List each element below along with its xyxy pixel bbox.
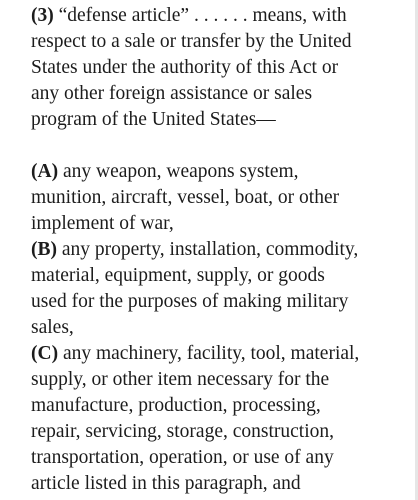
clause-c-first-line <box>31 341 415 367</box>
definition-text-line: any other foreign assistance or sales <box>31 83 313 104</box>
document-body <box>31 3 415 497</box>
definition-term: “defense article” . . . . . . means, with <box>58 5 347 26</box>
definition-text-line: States under the authority of this Act or <box>31 57 339 78</box>
clause-a-line: munition, aircraft, vessel, boat, or other <box>31 187 340 208</box>
clause-a-line: implement of war, <box>31 213 174 234</box>
clause-b-line: sales, <box>31 317 74 338</box>
clause-b-line: material, equipment, supply, or goods <box>31 265 325 286</box>
definition-text-line: program of the United States— <box>31 109 276 130</box>
clause-a-first-line <box>31 159 415 185</box>
clause-c-line: manufacture, production, processing, <box>31 395 321 416</box>
clause-c-line: supply, or other item necessary for the <box>31 369 330 390</box>
clause-c-line: article listed in this paragraph, and <box>31 473 301 494</box>
clause-c-text: any machinery, facility, tool, material, <box>58 343 360 364</box>
paragraph-spacer <box>31 133 415 159</box>
clause-c-marker: (C) <box>31 343 59 364</box>
clause-c-line: transportation, operation, or use of any <box>31 447 334 468</box>
clause-b-line: used for the purposes of making military <box>31 291 349 312</box>
clause-b-text: any property, installation, commodity, <box>57 239 359 260</box>
clause-c-line: repair, servicing, storage, construction, <box>31 421 334 442</box>
paragraph-number: (3) <box>31 5 54 26</box>
definition-text-line: respect to a sale or transfer by the United <box>31 31 352 52</box>
clause-b-marker: (B) <box>31 239 57 260</box>
definition-heading-line <box>31 3 415 29</box>
clause-a-marker: (A) <box>31 161 59 182</box>
clause-b-first-line <box>31 237 415 263</box>
clause-a-text: any weapon, weapons system, <box>58 161 299 182</box>
